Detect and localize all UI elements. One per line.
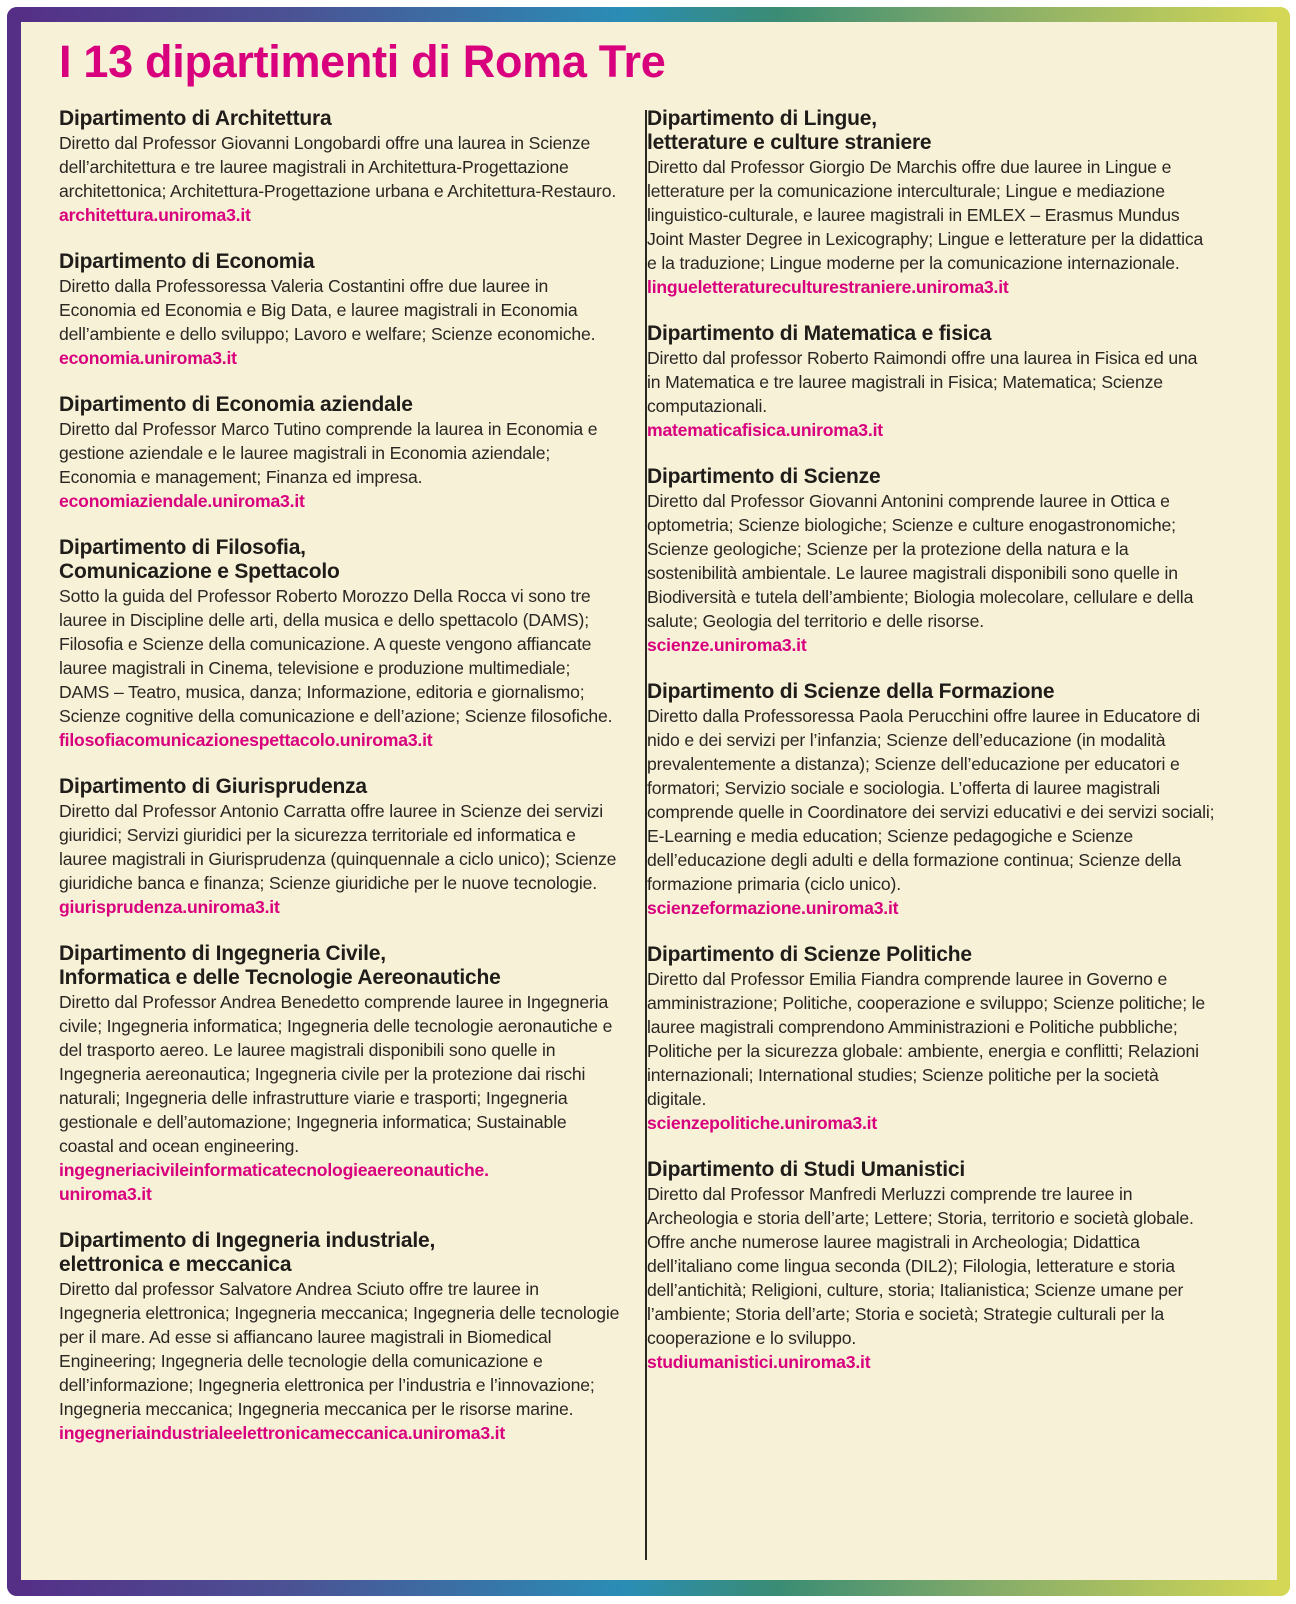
department-name-line: letterature e culture straniere xyxy=(647,131,932,154)
description-text: Diretto dal professor Roberto Raimondi offre una laurea in Fisica ed una in Matematica e tre lauree magistrali in Fisica; Matematica; Scienze computazionali. xyxy=(647,348,1198,416)
link-line: ingegneriacivileinformaticatecnologieaereonautiche. xyxy=(59,1160,489,1180)
department-name: Dipartimento di Scienze xyxy=(647,465,881,488)
department-giurisprudenza xyxy=(59,775,624,919)
department-link[interactable]: economiaziendale.uniroma3.it xyxy=(59,491,305,511)
department-link[interactable]: filosofiacomunicazionespettacolo.uniroma3.it xyxy=(59,730,433,750)
department-description xyxy=(59,131,624,227)
department-name: Dipartimento di Giurisprudenza xyxy=(59,775,367,798)
department-name-line: Dipartimento di Lingue, xyxy=(647,107,877,130)
department-description xyxy=(59,1277,624,1445)
department-name: Dipartimento di Economia aziendale xyxy=(59,393,413,416)
department-link[interactable] xyxy=(59,1158,624,1206)
department-link[interactable]: matematicafisica.uniroma3.it xyxy=(647,420,883,440)
department-economia xyxy=(59,250,624,370)
department-name: Dipartimento di Studi Umanistici xyxy=(647,1158,965,1181)
department-description xyxy=(59,417,624,513)
department-scienze xyxy=(647,465,1215,657)
department-link[interactable]: studiumanistici.uniroma3.it xyxy=(647,1352,871,1372)
department-description xyxy=(59,990,624,1206)
department-description xyxy=(647,704,1215,920)
description-text: Diretto dal professor Salvatore Andrea Sciuto offre tre lauree in Ingegneria elettronica; Ingegneria meccanica; Ingegneria delle tecnologie per il mare. Ad esse si affiancano lauree magistrali in Biomedical Engineering; Ingegneria delle tecnologie della comunicazione e dell’informazione; Ingegneria elettronica per l’industria e l’innovazione; Ingegneria meccanica; Ingegneria meccanica per le risorse marine. xyxy=(59,1279,620,1419)
department-description xyxy=(647,967,1215,1135)
department-studi-umanistici xyxy=(647,1158,1215,1374)
description-text: Diretto dalla Professoressa Valeria Costantini offre due lauree in Economia ed Economia e Big Data, e lauree magistrali in Economia dell’ambiente e dello sviluppo; Lavoro e welfare; Scienze economiche. xyxy=(59,276,596,344)
department-description xyxy=(59,584,624,752)
department-name: Dipartimento di Matematica e fisica xyxy=(647,322,992,345)
department-ingegneria-industriale xyxy=(59,1229,624,1445)
department-description xyxy=(647,155,1215,299)
department-name xyxy=(59,536,624,584)
department-link[interactable]: ingegneriaindustrialeelettronicameccanica.uniroma3.it xyxy=(59,1423,506,1443)
description-text: Diretto dal Professor Marco Tutino comprende la laurea in Economia e gestione aziendale e le lauree magistrali in Economia aziendale; Economia e management; Finanza ed impresa. xyxy=(59,419,598,487)
page-title: I 13 dipartimenti di Roma Tre xyxy=(59,36,666,87)
department-link[interactable]: architettura.uniroma3.it xyxy=(59,205,251,225)
department-name-line: Informatica e delle Tecnologie Aereonautiche xyxy=(59,966,501,989)
department-scienze-politiche xyxy=(647,943,1215,1135)
description-text: Diretto dal Professor Emilia Fiandra comprende lauree in Governo e amministrazione; Politiche, cooperazione e sviluppo; Scienze politiche; le lauree magistrali comprendono Amministrazioni e Politiche pubbliche; Politiche per la sicurezza globale: ambiente, energia e conflitti; Relazioni internazionali; International studies; Scienze politiche per la società digitale. xyxy=(647,969,1206,1109)
description-text: Diretto dalla Professoressa Paola Perucchini offre lauree in Educatore di nido e dei servizi per l’infanzia; Scienze dell’educazione (in modalità prevalentemente a distanza); Scienze dell’educazione per educatori e formatori; Servizio sociale e sociologia. L’offerta di lauree magistrali comprende quelle in Coordinatore dei servizi educativi e dei servizi sociali; E-Learning e media education; Scienze pedagogiche e Scienze dell’educazione degli adulti e della formazione continua; Scienze della formazione primaria (ciclo unico). xyxy=(647,706,1215,894)
department-ingegneria-civile xyxy=(59,942,624,1206)
department-name xyxy=(647,107,1215,155)
department-name xyxy=(59,942,624,990)
department-lingue xyxy=(647,107,1215,299)
description-text: Sotto la guida del Professor Roberto Morozzo Della Rocca vi sono tre lauree in Discipline delle arti, della musica e dello spettacolo (DAMS); Filosofia e Scienze della comunicazione. A queste vengono affiancate lauree magistrali in Cinema, televisione e produzione multimediale; DAMS – Teatro, musica, danza; Informazione, editoria e giornalismo; Scienze cognitive della comunicazione e dell’azione; Scienze filosofiche. xyxy=(59,586,613,726)
description-text: Diretto dal Professor Antonio Carratta offre lauree in Scienze dei servizi giuridici; Servizi giuridici per la sicurezza territoriale ed informatica e lauree magistrali in Giurisprudenza (quinquennale a ciclo unico); Scienze giuridiche banca e finanza; Scienze giuridiche per le nuove tecnologie. xyxy=(59,801,617,893)
department-description xyxy=(647,346,1215,442)
department-name: Dipartimento di Scienze Politiche xyxy=(647,943,972,966)
department-link[interactable]: economia.uniroma3.it xyxy=(59,348,237,368)
department-architettura xyxy=(59,107,624,227)
description-text: Diretto dal Professor Manfredi Merluzzi comprende tre lauree in Archeologia e storia dell’arte; Lettere; Storia, territorio e società globale. Offre anche numerose lauree magistrali in Archeologia; Didattica dell’italiano come lingua seconda (DIL2); Filologia, letterature e storia dell’antichità; Religioni, culture, storia; Italianistica; Scienze umane per l’ambiente; Storia dell’arte; Storia e società; Strategie culturali per la cooperazione e lo sviluppo. xyxy=(647,1184,1194,1348)
department-link[interactable]: scienzeformazione.uniroma3.it xyxy=(647,898,899,918)
department-name-line: elettronica e meccanica xyxy=(59,1253,292,1276)
description-text: Diretto dal Professor Andrea Benedetto comprende lauree in Ingegneria civile; Ingegneria informatica; Ingegneria delle tecnologie aeronautiche e del trasporto aereo. Le lauree magistrali disponibili sono quelle in Ingegneria aereonautica; Ingegneria civile per la protezione dai rischi naturali; Ingegneria delle infrastrutture viarie e trasporti; Ingegneria gestionale e dell’automazione; Ingegneria informatica; Sustainable coastal and ocean engineering. xyxy=(59,992,613,1156)
description-text: Diretto dal Professor Giovanni Antonini comprende lauree in Ottica e optometria; Scienze biologiche; Scienze e culture enogastronomiche; Scienze geologiche; Scienze per la protezione della natura e la sostenibilità ambientale. Le lauree magistrali disponibili sono quelle in Biodiversità e tutela dell’ambiente; Biologia molecolare, cellulare e della salute; Geologia del territorio e delle risorse. xyxy=(647,491,1194,631)
department-scienze-formazione xyxy=(647,680,1215,920)
department-name: Dipartimento di Economia xyxy=(59,250,315,273)
description-text: Diretto dal Professor Giorgio De Marchis offre due lauree in Lingue e letterature per la comunicazione interculturale; Lingue e mediazione linguistico-culturale, e lauree magistrali in EMLEX – Erasmus Mundus Joint Master Degree in Lexicography; Lingue e letterature per la didattica e la traduzione; Lingue moderne per la comunicazione internazionale. xyxy=(647,157,1204,273)
department-name xyxy=(59,1229,624,1277)
department-name: Dipartimento di Scienze della Formazione xyxy=(647,680,1055,703)
link-line: uniroma3.it xyxy=(59,1184,152,1204)
department-description xyxy=(647,489,1215,657)
department-name-line: Dipartimento di Ingegneria industriale, xyxy=(59,1229,436,1252)
right-column xyxy=(647,107,1215,1397)
description-text: Diretto dal Professor Giovanni Longobardi offre una laurea in Scienze dell’architettura e tre lauree magistrali in Architettura-Progettazione architettonica; Architettura-Progettazione urbana e Architettura-Restauro. xyxy=(59,133,617,201)
department-matematica-fisica xyxy=(647,322,1215,442)
department-description xyxy=(647,1182,1215,1374)
department-description xyxy=(59,799,624,919)
department-name-line: Dipartimento di Ingegneria Civile, xyxy=(59,942,386,965)
department-name: Dipartimento di Architettura xyxy=(59,107,332,130)
department-filosofia xyxy=(59,536,624,752)
department-link[interactable]: scienze.uniroma3.it xyxy=(647,635,807,655)
department-name-line: Comunicazione e Spettacolo xyxy=(59,560,340,583)
department-link[interactable]: giurisprudenza.uniroma3.it xyxy=(59,897,280,917)
department-economia-aziendale xyxy=(59,393,624,513)
department-link[interactable]: lingueletteratureculturestraniere.uniroma3.it xyxy=(647,277,1009,297)
department-description xyxy=(59,274,624,370)
left-column xyxy=(59,107,624,1468)
department-name-line: Dipartimento di Filosofia, xyxy=(59,536,306,559)
department-link[interactable]: scienzepolitiche.uniroma3.it xyxy=(647,1113,878,1133)
